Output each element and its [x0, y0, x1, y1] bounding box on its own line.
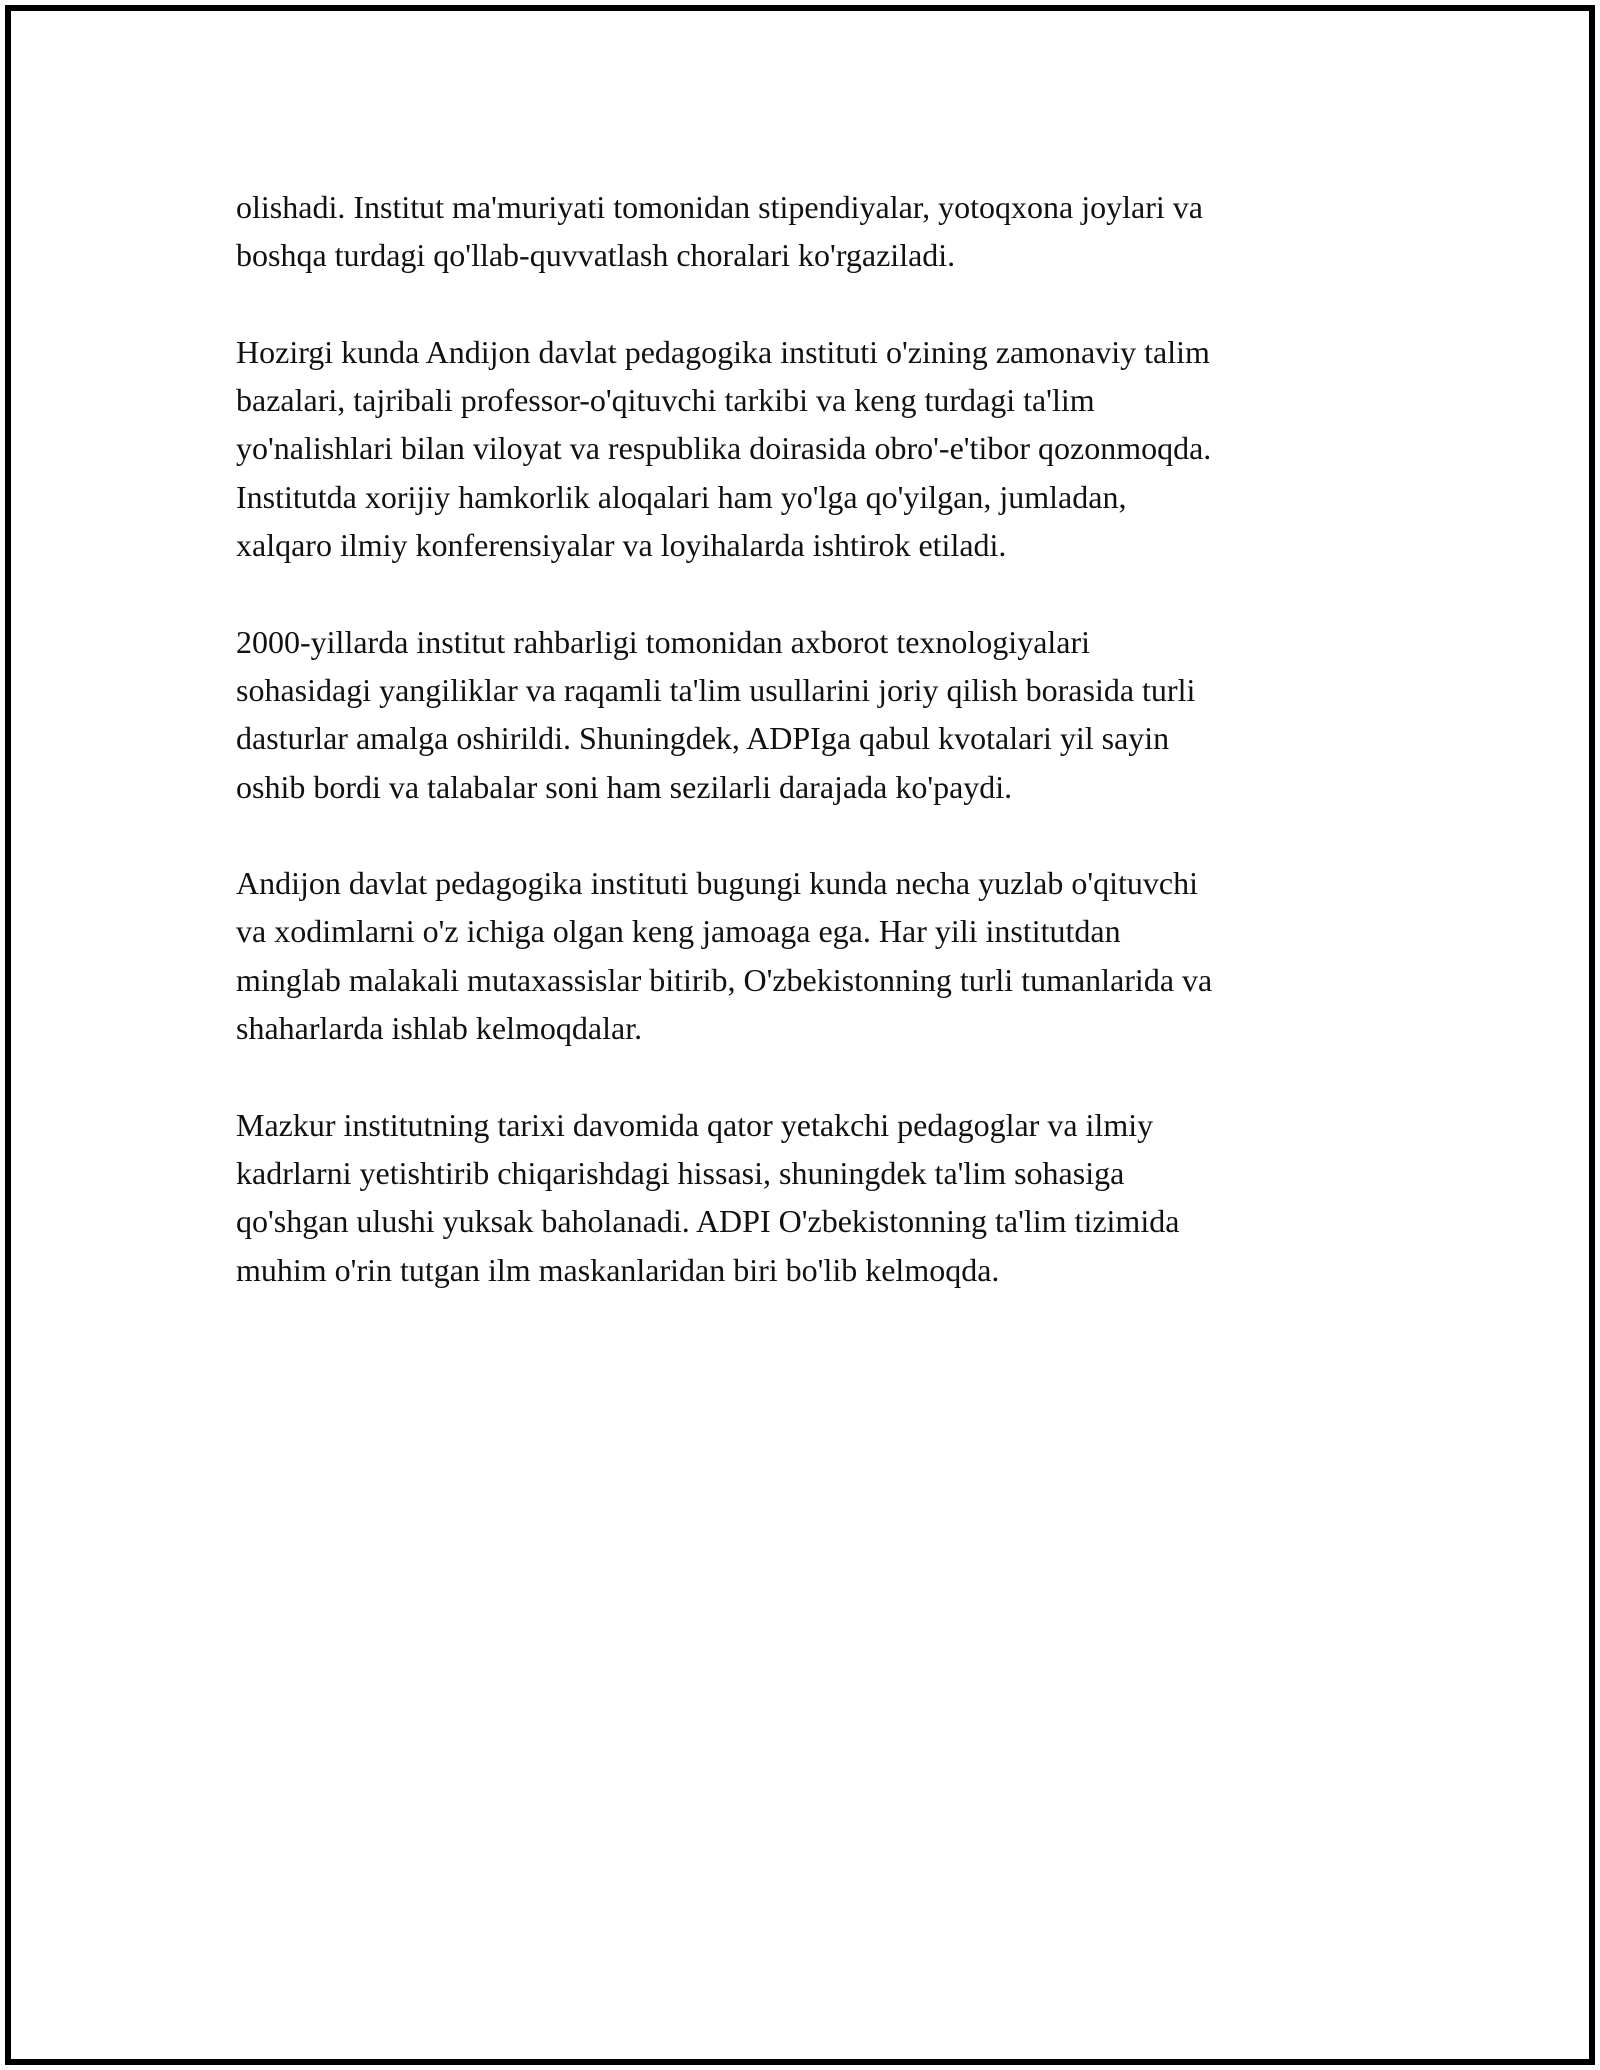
text-line: Andijon davlat pedagogika instituti bugungi kunda necha yuzlab o'qituvchi — [236, 865, 1199, 902]
text-line: xalqaro ilmiy konferensiyalar va loyihalarda ishtirok etiladi. — [236, 527, 1007, 564]
text-line: Institutda xorijiy hamkorlik aloqalari ham yo'lga qo'yilgan, jumladan, — [236, 478, 1127, 515]
text-line: muhim o'rin tutgan ilm maskanlaridan biri bo'lib kelmoqda. — [236, 1251, 1000, 1288]
text-line: Mazkur institutning tarixi davomida qator yetakchi pedagoglar va ilmiy — [236, 1106, 1154, 1143]
paragraph-2 — [236, 328, 1376, 569]
text-line: kadrlarni yetishtirib chiqarishdagi hissasi, shuningdek ta'lim sohasiga — [236, 1154, 1125, 1191]
text-line: yo'nalishlari bilan viloyat va respublika doirasida obro'-e'tibor qozonmoqda. — [236, 430, 1212, 467]
text-line: boshqa turdagi qo'llab-quvvatlash choralari ko'rgaziladi. — [236, 237, 956, 274]
paragraph-4 — [236, 859, 1376, 1052]
text-line: minglab malakali mutaxassislar bitirib, O'zbekistonning turli tumanlarida va — [236, 961, 1213, 998]
text-line: dasturlar amalga oshirildi. Shuningdek, ADPIga qabul kvotalari yil sayin — [236, 720, 1170, 757]
paragraph-3 — [236, 618, 1376, 811]
paragraph-1 — [236, 183, 1376, 280]
text-line: shaharlarda ishlab kelmoqdalar. — [236, 1010, 643, 1047]
text-line: sohasidagi yangiliklar va raqamli ta'lim usullarini joriy qilish borasida turli — [236, 671, 1196, 708]
text-line: oshib bordi va talabalar soni ham sezilarli darajada ko'paydi. — [236, 768, 1013, 805]
document-body — [236, 183, 1376, 1342]
text-line: olishadi. Institut ma'muriyati tomonidan stipendiyalar, yotoqxona joylari va — [236, 189, 1203, 225]
text-line: Hozirgi kunda Andijon davlat pedagogika instituti o'zining zamonaviy talim — [236, 333, 1210, 370]
paragraph-5 — [236, 1101, 1376, 1294]
text-line: bazalari, tajribali professor-o'qituvchi tarkibi va keng turdagi ta'lim — [236, 382, 1095, 419]
text-line: va xodimlarni o'z ichiga olgan keng jamoaga ega. Har yili institutdan — [236, 913, 1121, 950]
text-line: qo'shgan ulushi yuksak baholanadi. ADPI O'zbekistonning ta'lim tizimida — [236, 1203, 1180, 1240]
text-line: 2000-yillarda institut rahbarligi tomonidan axborot texnologiyalari — [236, 623, 1091, 660]
